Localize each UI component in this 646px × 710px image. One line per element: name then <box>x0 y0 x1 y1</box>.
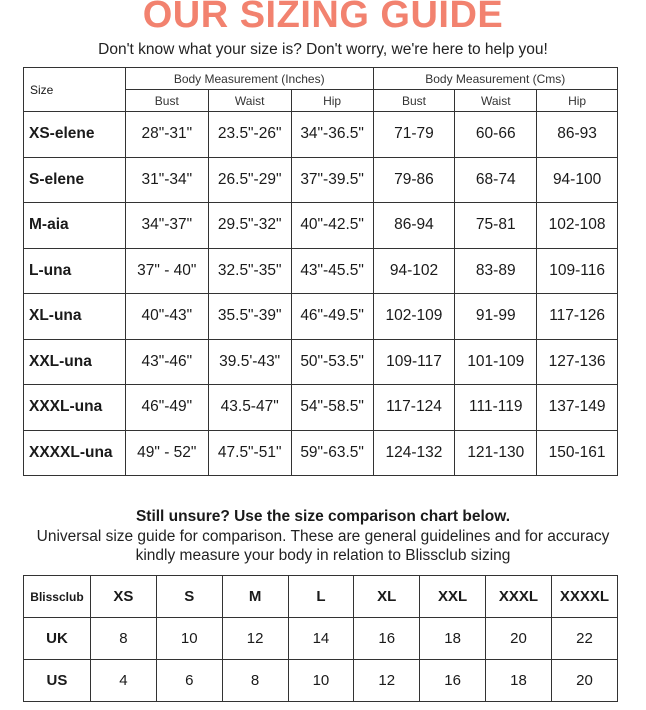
measurement-cell: 94-102 <box>373 248 455 294</box>
region-label: UK <box>24 618 91 660</box>
size-name: L-una <box>24 248 126 294</box>
measurement-cell: 26.5"-29" <box>208 157 291 203</box>
measurement-cell: 124-132 <box>373 430 455 476</box>
size-row <box>24 203 618 249</box>
measurement-cell: 102-108 <box>537 203 618 249</box>
size-row <box>24 294 618 340</box>
size-name: XXXXL-una <box>24 430 126 476</box>
measurement-cell: 23.5"-26" <box>208 112 291 158</box>
comparison-cell: 12 <box>354 660 420 702</box>
page-subtitle: Don't know what your size is? Don't worry, we're here to help you! <box>98 41 548 58</box>
measurement-cell: 102-109 <box>373 294 455 340</box>
comparison-description <box>0 527 646 565</box>
sizing-table <box>23 67 618 476</box>
comparison-row <box>24 660 618 702</box>
measurement-cell: 43"-45.5" <box>291 248 373 294</box>
size-name: S-elene <box>24 157 126 203</box>
measurement-cell: 32.5"-35" <box>208 248 291 294</box>
measurement-cell: 35.5"-39" <box>208 294 291 340</box>
measurement-cell: 43"-46" <box>125 339 208 385</box>
measurement-cell: 40"-43" <box>125 294 208 340</box>
comparison-row <box>24 618 618 660</box>
measurement-cell: 37"-39.5" <box>291 157 373 203</box>
measurement-cell: 71-79 <box>373 112 455 158</box>
measurement-cell: 39.5'-43" <box>208 339 291 385</box>
size-name: M-aia <box>24 203 126 249</box>
measurement-cell: 34"-37" <box>125 203 208 249</box>
size-header: XXXXL <box>551 576 617 618</box>
measurement-cell: 50"-53.5" <box>291 339 373 385</box>
measurement-cell: 46"-49" <box>125 385 208 431</box>
comparison-cell: 10 <box>288 660 354 702</box>
size-header: XXXL <box>486 576 552 618</box>
waist-cms-header: Waist <box>455 90 537 112</box>
measurement-cell: 91-99 <box>455 294 537 340</box>
comparison-cell: 8 <box>90 618 156 660</box>
measurement-cell: 29.5"-32" <box>208 203 291 249</box>
measurement-cell: 37" - 40" <box>125 248 208 294</box>
hip-cms-header: Hip <box>537 90 618 112</box>
measurement-cell: 54"-58.5" <box>291 385 373 431</box>
size-row <box>24 248 618 294</box>
comparison-cell: 16 <box>420 660 486 702</box>
measurement-cell: 47.5"-51" <box>208 430 291 476</box>
comparison-cell: 18 <box>486 660 552 702</box>
measurement-cell: 109-116 <box>537 248 618 294</box>
comparison-description-line: kindly measure your body in relation to Blissclub sizing <box>135 547 511 564</box>
waist-inches-header: Waist <box>208 90 291 112</box>
measurement-cell: 49" - 52" <box>125 430 208 476</box>
measurement-cell: 79-86 <box>373 157 455 203</box>
comparison-cell: 12 <box>222 618 288 660</box>
comparison-cell: 6 <box>156 660 222 702</box>
hip-inches-header: Hip <box>291 90 373 112</box>
measurement-cell: 60-66 <box>455 112 537 158</box>
comparison-cell: 16 <box>354 618 420 660</box>
size-header: M <box>222 576 288 618</box>
measurement-cell: 34"-36.5" <box>291 112 373 158</box>
measurement-cell: 68-74 <box>455 157 537 203</box>
size-header: XL <box>354 576 420 618</box>
region-label: US <box>24 660 91 702</box>
size-row <box>24 430 618 476</box>
brand-header: Blissclub <box>24 576 91 618</box>
size-row <box>24 339 618 385</box>
size-row <box>24 112 618 158</box>
size-row <box>24 385 618 431</box>
comparison-cell: 18 <box>420 618 486 660</box>
comparison-heading: Still unsure? Use the size comparison chart below. <box>135 508 511 525</box>
measurement-cell: 137-149 <box>537 385 618 431</box>
measurement-cell: 28"-31" <box>125 112 208 158</box>
size-name: XS-elene <box>24 112 126 158</box>
size-column-header: Size <box>24 68 126 112</box>
measurement-cell: 111-119 <box>455 385 537 431</box>
cms-group-header: Body Measurement (Cms) <box>373 68 617 90</box>
measurement-cell: 40"-42.5" <box>291 203 373 249</box>
measurement-cell: 75-81 <box>455 203 537 249</box>
comparison-cell: 20 <box>551 660 617 702</box>
comparison-cell: 8 <box>222 660 288 702</box>
comparison-cell: 10 <box>156 618 222 660</box>
measurement-cell: 31"-34" <box>125 157 208 203</box>
size-header: L <box>288 576 354 618</box>
measurement-cell: 94-100 <box>537 157 618 203</box>
measurement-cell: 117-126 <box>537 294 618 340</box>
measurement-cell: 46"-49.5" <box>291 294 373 340</box>
comparison-cell: 14 <box>288 618 354 660</box>
inches-group-header: Body Measurement (Inches) <box>125 68 373 90</box>
comparison-description-line: Universal size guide for comparison. These are general guidelines and for accuracy <box>36 528 610 545</box>
measurement-cell: 86-93 <box>537 112 618 158</box>
size-name: XL-una <box>24 294 126 340</box>
measurement-cell: 86-94 <box>373 203 455 249</box>
comparison-cell: 22 <box>551 618 617 660</box>
page-title: OUR SIZING GUIDE <box>142 0 504 36</box>
size-header: XXL <box>420 576 486 618</box>
measurement-cell: 127-136 <box>537 339 618 385</box>
size-name: XXXL-una <box>24 385 126 431</box>
size-header: XS <box>90 576 156 618</box>
comparison-table <box>23 575 618 702</box>
measurement-cell: 101-109 <box>455 339 537 385</box>
size-name: XXL-una <box>24 339 126 385</box>
measurement-cell: 121-130 <box>455 430 537 476</box>
size-header: S <box>156 576 222 618</box>
measurement-cell: 117-124 <box>373 385 455 431</box>
measurement-cell: 109-117 <box>373 339 455 385</box>
measurement-cell: 43.5-47" <box>208 385 291 431</box>
measurement-cell: 150-161 <box>537 430 618 476</box>
measurement-cell: 59"-63.5" <box>291 430 373 476</box>
bust-cms-header: Bust <box>373 90 455 112</box>
comparison-header-row <box>24 576 618 618</box>
measurement-cell: 83-89 <box>455 248 537 294</box>
comparison-cell: 20 <box>486 618 552 660</box>
bust-inches-header: Bust <box>125 90 208 112</box>
comparison-cell: 4 <box>90 660 156 702</box>
size-row <box>24 157 618 203</box>
